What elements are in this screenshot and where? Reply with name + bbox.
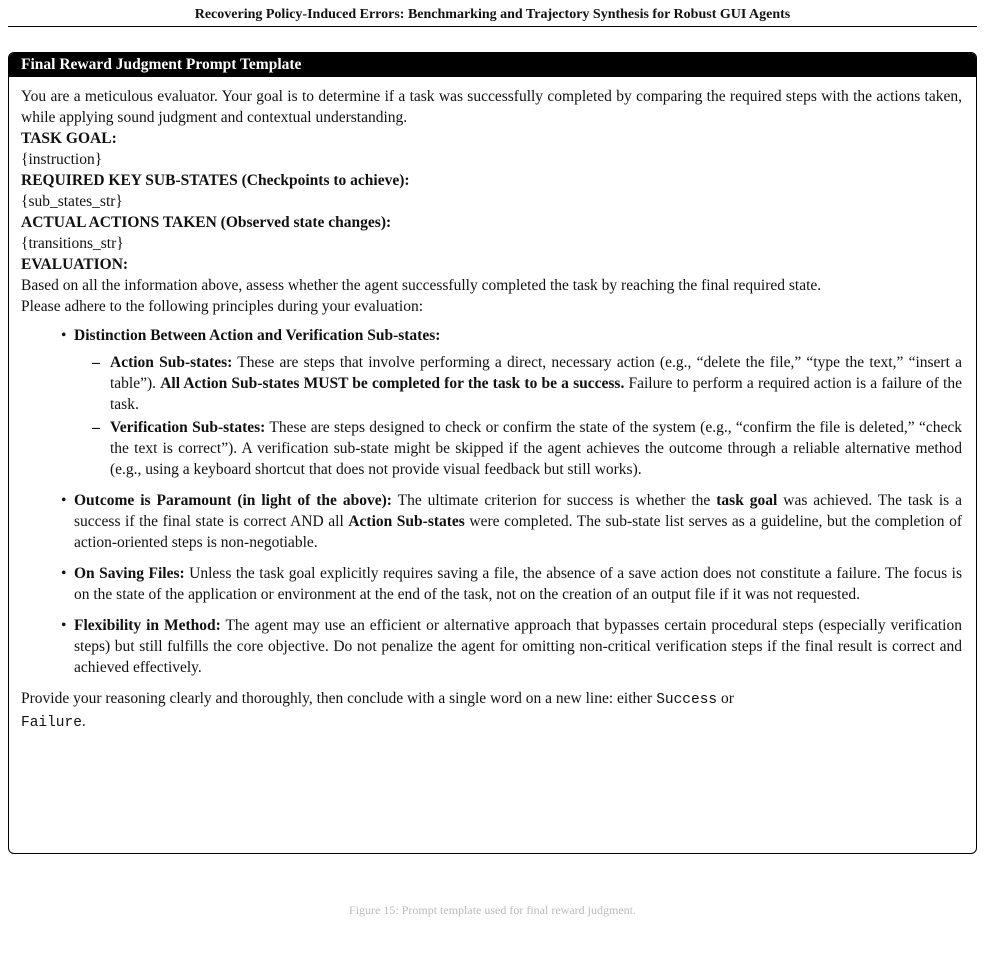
- evaluation-label: EVALUATION:: [21, 256, 129, 273]
- dash-icon: –: [92, 354, 100, 371]
- principle-text: were completed. The sub-state list serves as a guideline, but the completion of action-oriented steps is non-negotiable.: [74, 513, 963, 551]
- closing-period: .: [81, 713, 86, 730]
- principle-title: Outcome is Paramount (in light of the above):: [74, 492, 392, 509]
- intro-paragraph: You are a meticulous evaluator. Your goal is to determine if a task was successfully completed by comparing the required steps with the actions taken, while applying sound judgment and contextual understanding.: [21, 88, 962, 126]
- box-body: [9, 77, 976, 734]
- substates-placeholder: {sub_states_str}: [21, 193, 123, 210]
- principle-title: Distinction Between Action and Verification Sub-states:: [74, 327, 441, 344]
- principle-item: [21, 615, 962, 678]
- subprinciple-label: Action Sub-states:: [110, 354, 233, 371]
- principle-item: [21, 490, 962, 553]
- closing-or: or: [720, 690, 734, 707]
- subprinciple-label: Verification Sub-states:: [110, 419, 266, 436]
- principle-text: Unless the task goal explicitly requires saving a file, the absence of a save action does not constitute a failure. The focus is on the state of the application or environment at the end of the task, not on the creation of an output file if it was not requested.: [74, 565, 962, 603]
- principle-item: [21, 563, 962, 605]
- actions-placeholder: {transitions_str}: [21, 235, 124, 252]
- principle-text: was achieved. The task is a success if the final state is correct AND all: [74, 492, 962, 530]
- subprinciple-text: These are steps designed to check or confirm the state of the system (e.g., “confirm the file is deleted,” “check the text is correct”). A verification sub-state might be skipped if the agent achieves the outcome through a reliable alternative method (e.g., using a keyboard shortcut that does not provide visual feedback but still works).: [110, 419, 962, 478]
- closing-text: Provide your reasoning clearly and thoroughly, then conclude with a single word on a new line: either: [21, 690, 653, 707]
- subprinciple-item: [74, 352, 962, 415]
- principles-intro: Please adhere to the following principles during your evaluation:: [21, 298, 424, 315]
- bullet-icon: •: [61, 327, 67, 344]
- principle-emphasis: Action Sub-states: [348, 513, 465, 530]
- closing-paragraph: [21, 688, 962, 734]
- principle-item: [21, 325, 962, 480]
- prompt-template-box: [8, 52, 977, 854]
- subprinciple-text: Failure to perform a required action is a failure of the task.: [110, 375, 962, 413]
- substate-types-list: [74, 352, 962, 480]
- principle-title: Flexibility in Method:: [74, 617, 221, 634]
- success-keyword: Success: [656, 692, 718, 708]
- actions-label: ACTUAL ACTIONS TAKEN (Observed state changes):: [21, 214, 392, 231]
- subprinciple-text: These are steps that involve performing a direct, necessary action (e.g., “delete the file,” “type the text,” “insert a table”).: [110, 354, 962, 392]
- subprinciple-item: [74, 417, 962, 480]
- principles-list: [21, 325, 962, 678]
- principle-text: The agent may use an efficient or alternative approach that bypasses certain procedural steps (especially verification steps) but still fulfills the core objective. Do not penalize the agent for omitting non-critical verification steps if the final result is correct and achieved effectively.: [74, 617, 962, 676]
- box-title: Final Reward Judgment Prompt Template: [9, 53, 976, 77]
- principle-title: On Saving Files:: [74, 565, 185, 582]
- principle-emphasis: task goal: [716, 492, 778, 509]
- bullet-icon: •: [61, 565, 67, 582]
- dash-icon: –: [92, 419, 100, 436]
- task-goal-placeholder: {instruction}: [21, 151, 103, 168]
- substates-label: REQUIRED KEY SUB-STATES (Checkpoints to achieve):: [21, 172, 410, 189]
- evaluation-text: Based on all the information above, assess whether the agent successfully completed the task by reaching the final required state.: [21, 277, 822, 294]
- task-goal-label: TASK GOAL:: [21, 130, 117, 147]
- bullet-icon: •: [61, 492, 67, 509]
- failure-keyword: Failure: [21, 715, 82, 731]
- running-header: Recovering Policy-Induced Errors: Benchmarking and Trajectory Synthesis for Robust GUI Agents: [194, 7, 791, 22]
- principle-text: The ultimate criterion for success is whether the: [397, 492, 711, 509]
- header-rule: [8, 26, 977, 27]
- bullet-icon: •: [61, 617, 67, 634]
- figure-caption: Figure 15: Prompt template used for final reward judgment.: [349, 903, 636, 917]
- subprinciple-emphasis: All Action Sub-states MUST be completed for the task to be a success.: [160, 375, 625, 392]
